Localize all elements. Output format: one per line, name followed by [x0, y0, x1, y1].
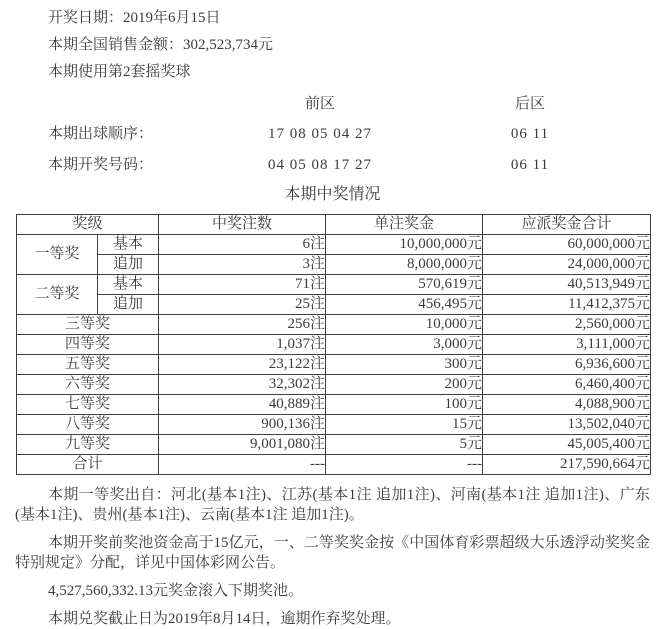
single-prize-cell: 10,000,000元 [326, 235, 483, 255]
winning-numbers-label: 本期开奖号码： [48, 157, 154, 173]
table-row-ninth-prize [17, 435, 651, 455]
total-prize-cell: 40,513,949元 [483, 275, 651, 295]
prize-level-cell: 九等奖 [17, 435, 159, 455]
single-prize-cell: 15元 [326, 415, 483, 435]
total-prize-cell: 13,502,040元 [483, 415, 651, 435]
zone-header-row [15, 95, 650, 113]
table-row-second-prize-extra [17, 295, 651, 315]
total-prize-cell: 3,111,000元 [483, 335, 651, 355]
prize-level-cell: 六等奖 [17, 375, 159, 395]
total-prize-cell: 24,000,000元 [483, 255, 651, 275]
winning-count-cell: 256注 [159, 315, 326, 335]
single-prize-cell: 200元 [326, 375, 483, 395]
column-header-count: 中奖注数 [159, 215, 326, 235]
total-prize-cell: 6,460,400元 [483, 375, 651, 395]
ball-sequence-row [15, 125, 650, 143]
prize-subtype-cell: 追加 [98, 255, 159, 275]
single-prize-cell: --- [326, 455, 483, 475]
winning-numbers-row [15, 156, 650, 174]
total-prize-cell: 11,412,375元 [483, 295, 651, 315]
single-prize-cell: 3,000元 [326, 335, 483, 355]
winning-count-cell: 71注 [159, 275, 326, 295]
winning-count-cell: 32,302注 [159, 375, 326, 395]
table-row-grand-total [17, 455, 651, 475]
ball-set-line: 本期使用第2套摇奖球 [48, 64, 191, 80]
prize-level-cell: 一等奖 [17, 235, 98, 275]
total-prize-cell: 60,000,000元 [483, 235, 651, 255]
note-rollover: 4,527,560,332.13元奖金滚入下期奖池。 [48, 583, 304, 599]
winning-count-cell: 40,889注 [159, 395, 326, 415]
ball-sequence-front-numbers: 17 08 05 04 27 [268, 126, 372, 142]
total-prize-cell: 4,088,900元 [483, 395, 651, 415]
table-row-second-prize-basic [17, 275, 651, 295]
column-header-single-prize: 单注奖金 [326, 215, 483, 235]
prize-subtype-cell: 追加 [98, 295, 159, 315]
table-row-sixth-prize [17, 375, 651, 395]
total-prize-cell: 2,560,000元 [483, 315, 651, 335]
winning-count-cell: 9,001,080注 [159, 435, 326, 455]
column-header-total-prize: 应派奖金合计 [483, 215, 651, 235]
single-prize-cell: 456,495元 [326, 295, 483, 315]
prize-subtype-cell: 基本 [98, 275, 159, 295]
prize-level-cell: 七等奖 [17, 395, 159, 415]
table-row-first-prize-extra [17, 255, 651, 275]
winning-count-cell: 1,037注 [159, 335, 326, 355]
prize-table-title: 本期中奖情况 [284, 186, 381, 203]
winning-count-cell: 23,122注 [159, 355, 326, 375]
prize-level-cell: 四等奖 [17, 335, 159, 355]
note-pool-rule: 本期开奖前奖池资金高于15亿元，一、二等奖奖金按《中国体育彩票超级大乐透浮动奖奖金特别规定》分配，详见中国体彩网公告。 [15, 535, 650, 571]
column-header-level: 奖级 [17, 215, 159, 235]
single-prize-cell: 570,619元 [326, 275, 483, 295]
table-row-fourth-prize [17, 335, 651, 355]
winning-numbers-back: 06 11 [510, 157, 550, 173]
ball-sequence-label: 本期出球顺序： [48, 126, 154, 142]
winning-count-cell: 900,136注 [159, 415, 326, 435]
single-prize-cell: 5元 [326, 435, 483, 455]
prize-level-cell: 二等奖 [17, 275, 98, 315]
table-row-first-prize-basic [17, 235, 651, 255]
single-prize-cell: 300元 [326, 355, 483, 375]
winning-numbers-front: 04 05 08 17 27 [268, 157, 372, 173]
note-redeem-deadline: 本期兑奖截止日为2019年8月14日，逾期作弃奖处理。 [48, 611, 401, 627]
single-prize-cell: 100元 [326, 395, 483, 415]
table-row-third-prize [17, 315, 651, 335]
sales-amount-line: 本期全国销售金额：302,523,734元 [48, 37, 274, 53]
winning-count-cell: 25注 [159, 295, 326, 315]
prize-level-cell: 五等奖 [17, 355, 159, 375]
winning-count-cell: 6注 [159, 235, 326, 255]
note-first-prize-origin: 本期一等奖出自：河北(基本1注)、江苏(基本1注 追加1注)、河南(基本1注 追加1注)、广东(基本1注)、贵州(基本1注)、云南(基本1注 追加1注)。 [15, 487, 650, 523]
single-prize-cell: 8,000,000元 [326, 255, 483, 275]
prize-level-cell: 八等奖 [17, 415, 159, 435]
table-row-eighth-prize [17, 415, 651, 435]
winning-count-cell: 3注 [159, 255, 326, 275]
prize-table-header-row [17, 215, 651, 235]
table-row-seventh-prize [17, 395, 651, 415]
total-prize-cell: 217,590,664元 [483, 455, 651, 475]
back-zone-label: 后区 [514, 96, 545, 112]
front-zone-label: 前区 [304, 96, 335, 112]
single-prize-cell: 10,000元 [326, 315, 483, 335]
draw-date-line: 开奖日期：2019年6月15日 [48, 10, 221, 26]
prize-subtype-cell: 基本 [98, 235, 159, 255]
total-prize-cell: 6,936,600元 [483, 355, 651, 375]
total-prize-cell: 45,005,400元 [483, 435, 651, 455]
prize-table [16, 214, 651, 475]
prize-level-cell: 合计 [17, 455, 159, 475]
prize-level-cell: 三等奖 [17, 315, 159, 335]
ball-sequence-back-numbers: 06 11 [510, 126, 550, 142]
winning-count-cell: --- [159, 455, 326, 475]
table-row-fifth-prize [17, 355, 651, 375]
